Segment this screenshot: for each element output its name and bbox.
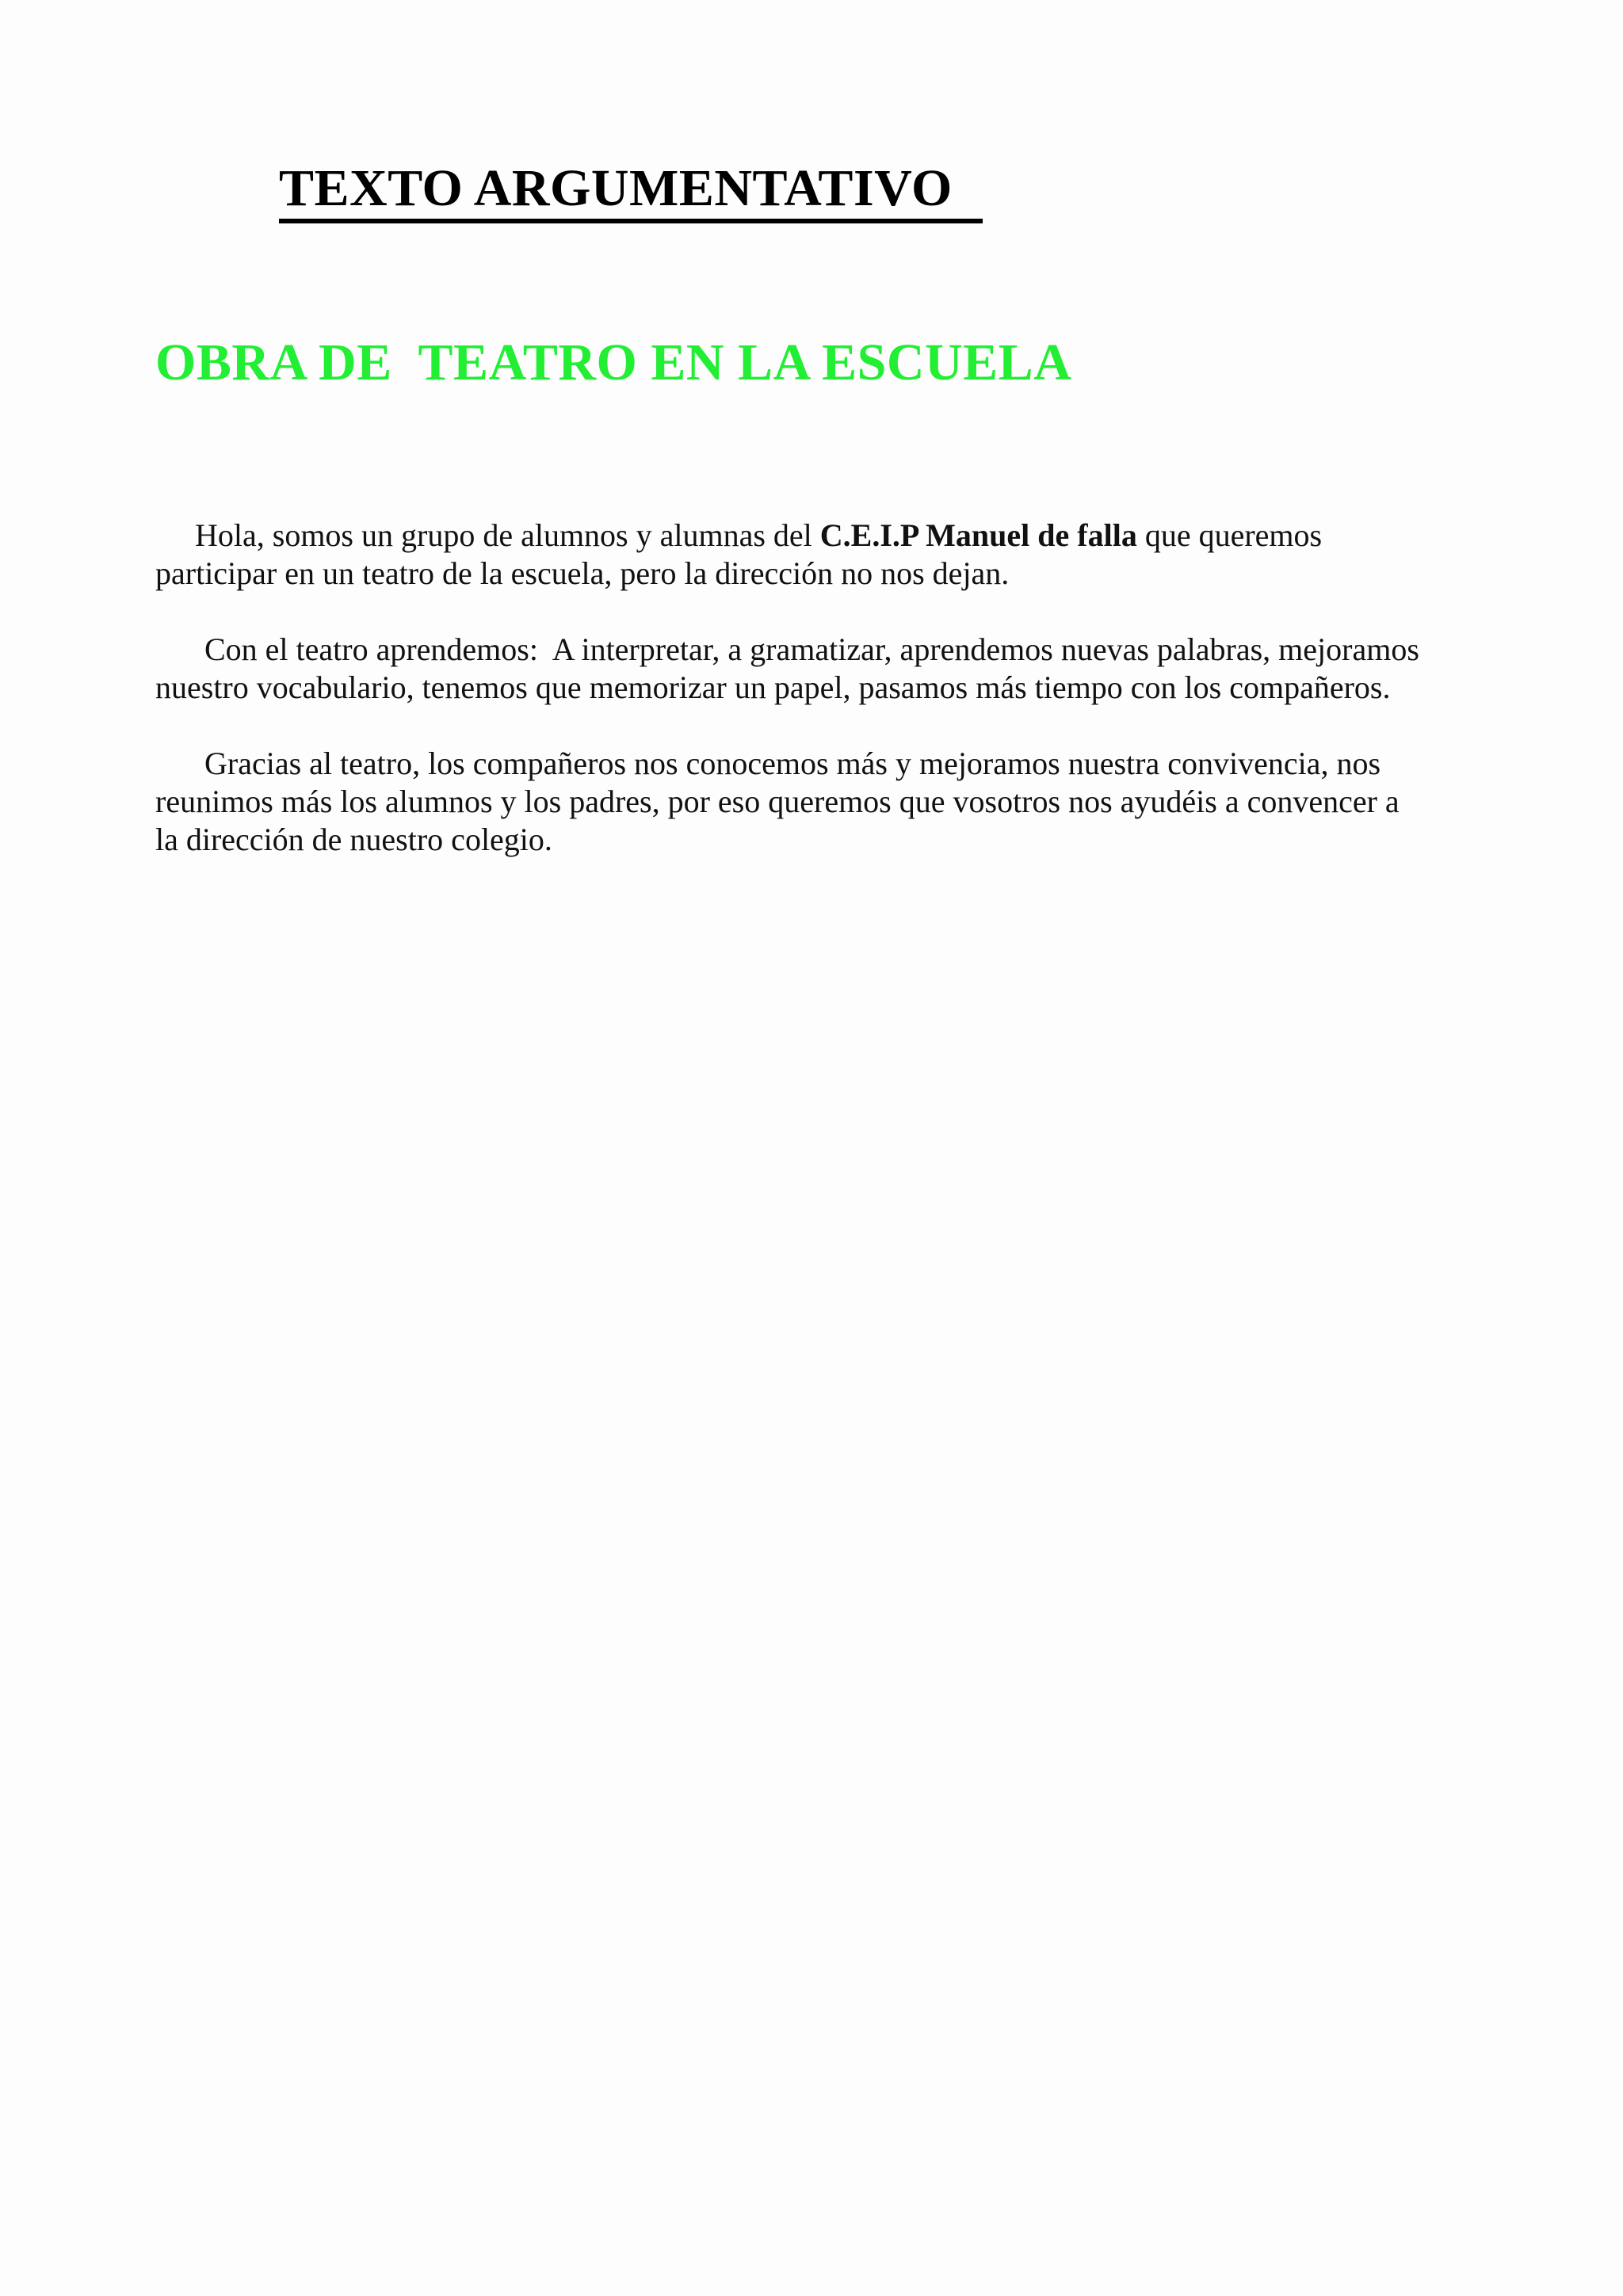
document-subtitle: OBRA DE TEATRO EN LA ESCUELA [155,334,1072,391]
paragraph-1 [155,517,1518,593]
paragraph-1-line-1-start: Hola, somos un grupo de alumnos y alumnas del [195,517,820,553]
title-underline [279,219,983,223]
document-title: TEXTO ARGUMENTATIVO [279,159,953,217]
paragraph-3-line-2: reunimos más los alumnos y los padres, por eso queremos que vosotros nos ayudéis a convencer a [155,784,1400,819]
school-name: C.E.I.P Manuel de falla [819,517,1137,553]
paragraph-1-line-1 [155,517,1518,555]
paragraph-3-line-1: Gracias al teatro, los compañeros nos conocemos más y mejoramos nuestra convivencia, nos [204,746,1381,781]
paragraph-2-line-1: Con el teatro aprendemos: A interpretar, a gramatizar, aprendemos nuevas palabras, mejoramos [204,631,1419,667]
paragraph-3-line-3: la dirección de nuestro colegio. [155,822,552,857]
paragraph-2 [155,631,1518,707]
paragraph-1-line-1-end: que queremos [1136,517,1323,553]
paragraph-1-line-2: participar en un teatro de la escuela, pero la dirección no nos dejan. [155,555,1010,591]
paragraph-3 [155,745,1518,859]
paragraph-2-line-2: nuestro vocabulario, tenemos que memorizar un papel, pasamos más tiempo con los compañeros. [155,669,1391,705]
